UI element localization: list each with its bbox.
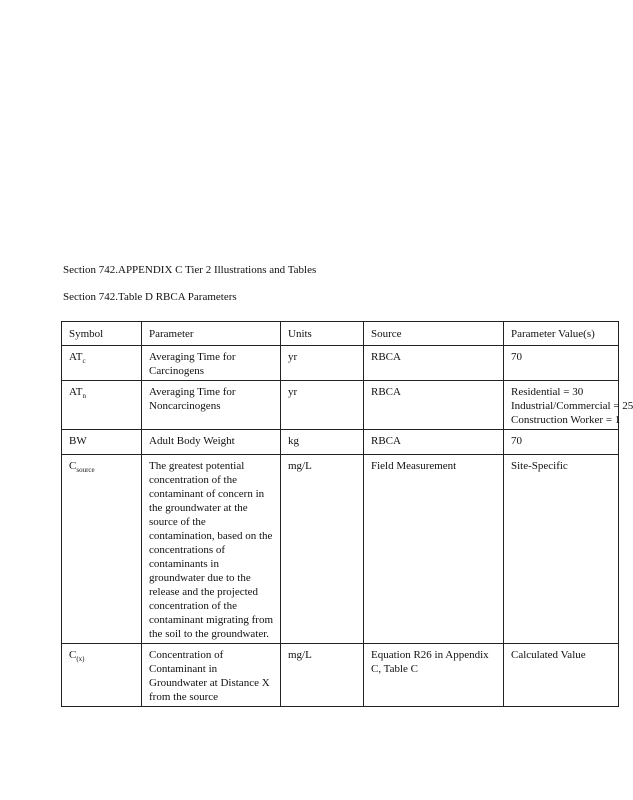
- table-row: [62, 455, 619, 644]
- table-row: [62, 381, 619, 430]
- symbol-cell: $C_{(x)}$: [62, 644, 142, 707]
- parameter-value-cell: Calculated Value: [504, 644, 619, 707]
- source-cell: RBCA: [364, 346, 504, 381]
- source-cell: RBCA: [364, 430, 504, 455]
- parameter-cell: Averaging Time for Noncarcinogens: [142, 381, 281, 430]
- table-heading: Section 742.Table D RBCA Parameters: [63, 291, 237, 303]
- column-header-source: Source: [364, 322, 504, 346]
- table-row: [62, 346, 619, 381]
- source-cell: Field Measurement: [364, 455, 504, 644]
- column-header-units: Units: [281, 322, 364, 346]
- column-header-symbol: Symbol: [62, 322, 142, 346]
- units-cell: kg: [281, 430, 364, 455]
- table-header-row: [62, 322, 619, 346]
- units-cell: mg/L: [281, 455, 364, 644]
- symbol-cell: $AT_c$: [62, 346, 142, 381]
- column-header-parameter-values: Parameter Value(s): [504, 322, 619, 346]
- source-cell: Equation R26 in Appendix C, Table C: [364, 644, 504, 707]
- parameter-value-cell: Site-Specific: [504, 455, 619, 644]
- table-row: [62, 430, 619, 455]
- parameter-value-cell: Residential = 30 Industrial/Commercial = 25 Construction Worker = 1: [504, 381, 619, 430]
- column-header-parameter: Parameter: [142, 322, 281, 346]
- symbol-cell: $AT_n$: [62, 381, 142, 430]
- parameter-cell: The greatest potential concentration of the contaminant of concern in the groundwater at the source of the contamination, based on the concentrations of contaminants in groundwater due to the release and the projected concentration of the contaminant migrating from the soil to the groundwater.: [142, 455, 281, 644]
- rbca-parameters-table: [61, 321, 633, 707]
- units-cell: mg/L: [281, 644, 364, 707]
- parameter-cell: Concentration of Contaminant in Groundwater at Distance X from the source: [142, 644, 281, 707]
- parameter-cell: Adult Body Weight: [142, 430, 281, 455]
- units-cell: yr: [281, 381, 364, 430]
- parameter-cell: Averaging Time for Carcinogens: [142, 346, 281, 381]
- source-cell: RBCA: [364, 381, 504, 430]
- section-heading: Section 742.APPENDIX C Tier 2 Illustrations and Tables: [63, 264, 317, 276]
- units-cell: yr: [281, 346, 364, 381]
- parameter-value-cell: 70: [504, 346, 619, 381]
- symbol-cell: BW: [62, 430, 142, 455]
- table-row: [62, 644, 619, 707]
- parameter-value-cell: 70: [504, 430, 619, 455]
- symbol-cell: $C_{source}$: [62, 455, 142, 644]
